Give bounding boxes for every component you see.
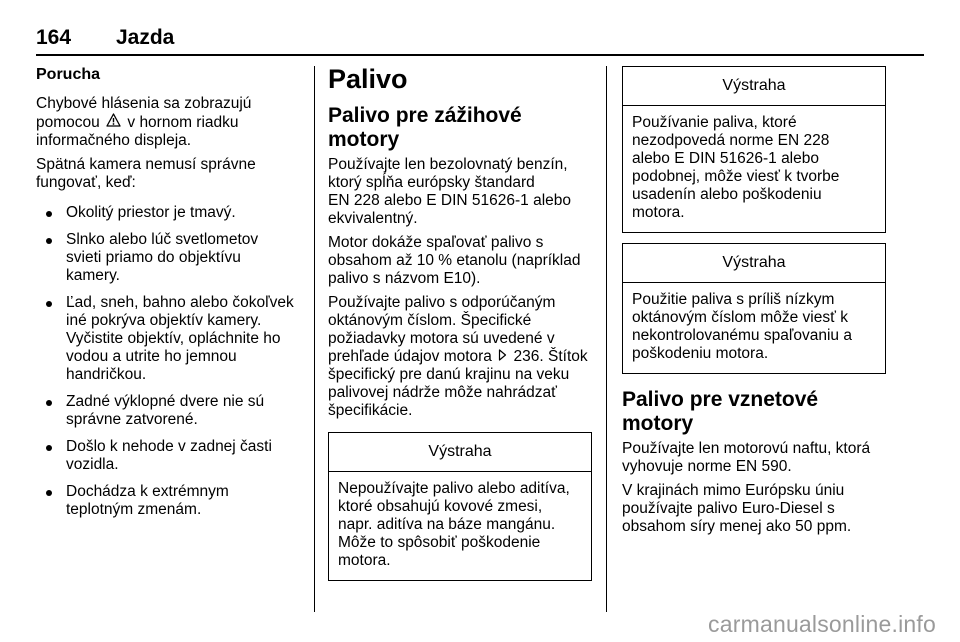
list-item: Zadné výklopné dvere nie sú správne zatvorené. [36, 393, 304, 429]
page-header [36, 26, 174, 52]
page-number: 164 [36, 26, 72, 49]
warning-title: Výstraha [623, 67, 885, 106]
paragraph-euro-diesel: V krajinách mimo Európsku úniu používajte palivo Euro-Diesel s obsahom síry menej ako 50 ppm. [622, 482, 852, 535]
paragraph-diesel-norm: Používajte len motorovú naftu, ktorá vyhovuje norme EN 590. [622, 440, 871, 475]
subheading-petrol-engines: Palivo pre zážihové motory [328, 104, 522, 151]
bullet-icon [46, 211, 52, 217]
section-heading-palivo: Palivo [328, 64, 408, 94]
column-divider-2 [606, 66, 607, 612]
warning-title: Výstraha [623, 244, 885, 283]
warning-title: Výstraha [329, 433, 591, 472]
warning-box [622, 66, 886, 233]
warning-box [622, 243, 886, 374]
column-1 [36, 64, 304, 528]
paragraph-ethanol: Motor dokáže spaľovať palivo s obsahom až 10 % etanolu (napríklad palivo s názvom E10). [328, 234, 581, 287]
bullet-icon [46, 238, 52, 244]
subheading-diesel-engines: Palivo pre vznetové motory [622, 388, 819, 435]
column-2 [328, 64, 592, 581]
paragraph-camera: Spätná kamera nemusí správne fungovať, keď: [36, 156, 256, 191]
list-item: Okolitý priestor je tmavý. [36, 204, 304, 222]
column-divider-1 [314, 66, 315, 612]
header-divider [36, 54, 924, 56]
bullet-list [36, 204, 304, 519]
warning-text: Používanie paliva, ktoré nezodpovedá norme EN 228 alebo E DIN 51626-1 alebo podobnej, môže viesť k tvorbe usadenín alebo poškodeniu motora. [632, 114, 840, 221]
bullet-icon [46, 301, 52, 307]
list-item: Slnko alebo lúč svetlometov svieti priamo do objektívu kamery. [36, 231, 304, 285]
warning-text: Použitie paliva s príliš nízkym oktánovým číslom môže viesť k nekontrolovanému spaľovaniu a poškodeniu motora. [632, 291, 852, 362]
list-item: Ľad, sneh, bahno alebo čokoľvek iné pokrýva objektív kamery. Vyčistite objektív, opláchnite ho vodou a utrite ho jemnou handričkou. [36, 294, 304, 384]
list-item: Dochádza k extrémnym teplotným zmenám. [36, 483, 304, 519]
column-3 [622, 64, 886, 542]
bullet-icon [46, 490, 52, 496]
list-item: Došlo k nehode v zadnej časti vozidla. [36, 438, 304, 474]
paragraph-unleaded: Používajte len bezolovnatý benzín, ktorý spĺňa európsky štandard EN 228 alebo E DIN 51626-1 alebo ekvivalentný. [328, 156, 571, 227]
paragraph-octane: Používajte palivo s odporúčaným oktánovým číslom. Špecifické požiadavky motora sú uvedené v prehľade údajov motora 236. Štítok špecifický pre danú krajinu na veku palivovej nádrže môže nahrádzať špecifikácie. [328, 294, 588, 419]
section-title: Jazda [116, 26, 175, 49]
warning-triangle-icon [106, 113, 121, 132]
subheading-porucha: Porucha [36, 66, 101, 83]
reference-arrow-icon [498, 348, 507, 366]
paragraph-error-messages: Chybové hlásenia sa zobrazujú pomocou v hornom riadku informačného displeja. [36, 95, 252, 149]
warning-text: Nepoužívajte palivo alebo aditíva, ktoré obsahujú kovové zmesi, napr. aditíva na báze mangánu. Môže to spôsobiť poškodenie motora. [338, 480, 570, 569]
bullet-icon [46, 445, 52, 451]
warning-box [328, 432, 592, 581]
bullet-icon [46, 400, 52, 406]
watermark: carmanualsonline.info [708, 611, 936, 637]
